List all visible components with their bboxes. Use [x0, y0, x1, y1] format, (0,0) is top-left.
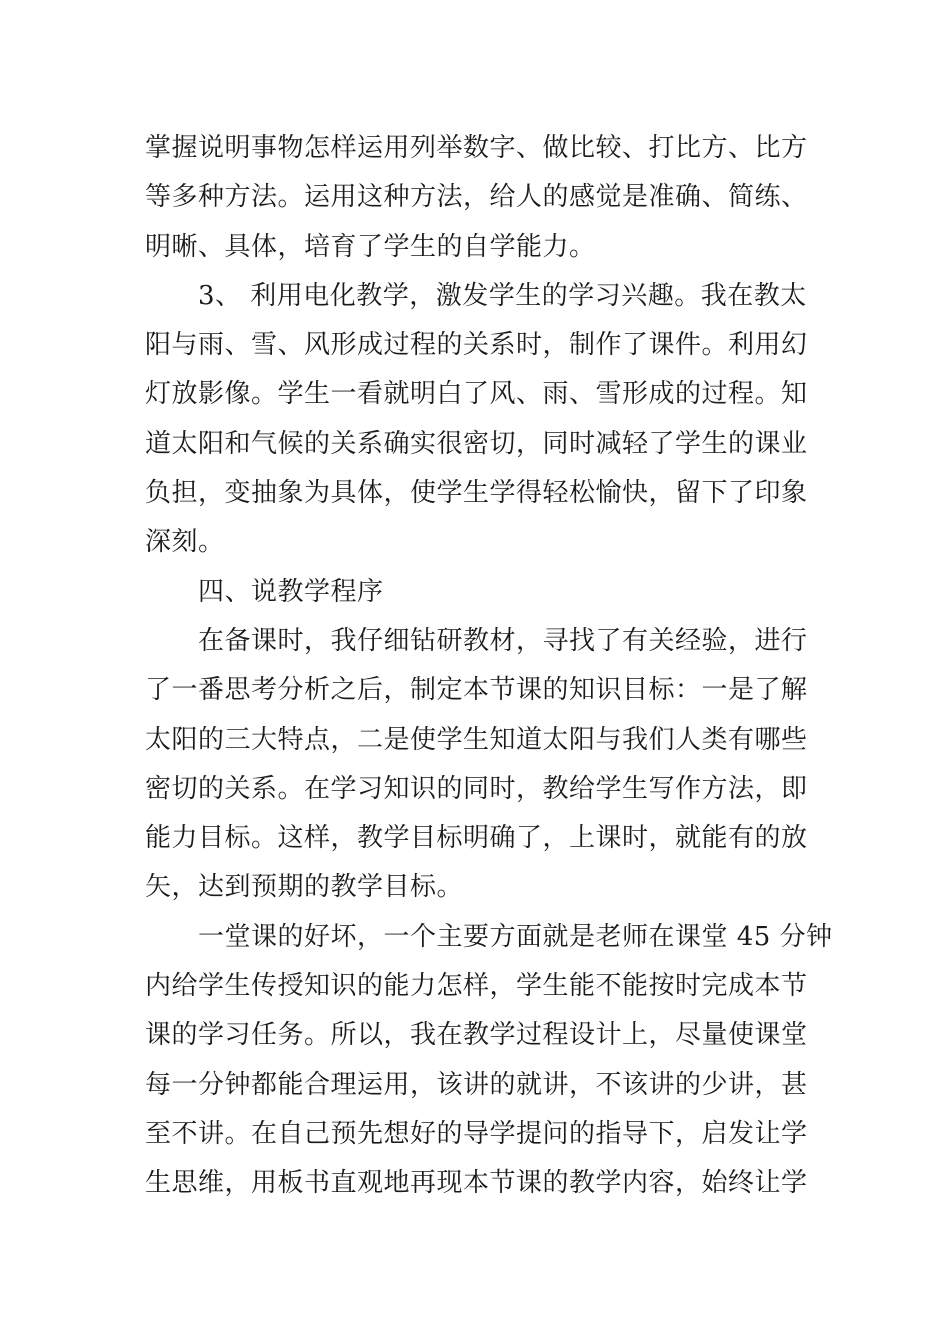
text-line: 生思维，用板书直观地再现本节课的教学内容，始终让学	[145, 1168, 808, 1199]
text-line: 至不讲。在自己预先想好的导学提问的指导下，启发让学	[145, 1118, 808, 1149]
text-line: 能力目标。这样，教学目标明确了，上课时，就能有的放	[145, 823, 808, 854]
text-line: 太阳的三大特点，二是使学生知道太阳与我们人类有哪些	[145, 724, 808, 755]
text-line: 每一分钟都能合理运用，该讲的就讲，不该讲的少讲，甚	[145, 1069, 808, 1100]
text-line: 掌握说明事物怎样运用列举数字、做比较、打比方、比方	[145, 133, 808, 163]
text-line: 阳与雨、雪、风形成过程的关系时，制作了课件。利用幻	[145, 330, 808, 361]
paragraph-3-heading-line: 3、 利用电化教学，激发学生的学习兴趣。我在教太	[198, 280, 807, 311]
text-line: 等多种方法。运用这种方法，给人的感觉是准确、简练、	[145, 182, 808, 213]
text-line: 内给学生传授知识的能力怎样，学生能不能按时完成本节	[145, 971, 808, 1002]
text-line: 负担，变抽象为具体，使学生学得轻松愉快，留下了印象	[145, 478, 808, 509]
body-text	[145, 124, 833, 1209]
text-line: 明晰、具体，培育了学生的自学能力。	[145, 231, 596, 262]
text-line: 深刻。	[145, 527, 225, 558]
section-heading: 四、说教学程序	[198, 576, 384, 607]
text-line: 了一番思考分析之后，制定本节课的知识目标：一是了解	[145, 675, 808, 706]
text-line: 灯放影像。学生一看就明白了风、雨、雪形成的过程。知	[145, 379, 808, 410]
text-line: 矢，达到预期的教学目标。	[145, 872, 464, 903]
text-line: 一堂课的好坏，一个主要方面就是老师在课堂 45 分钟	[198, 921, 833, 952]
text-line: 密切的关系。在学习知识的同时，教给学生写作方法，即	[145, 773, 808, 804]
text-line: 道太阳和气候的关系确实很密切，同时减轻了学生的课业	[145, 428, 808, 459]
text-line: 课的学习任务。所以，我在教学过程设计上，尽量使课堂	[145, 1020, 808, 1051]
text-line: 在备课时，我仔细钻研教材，寻找了有关经验，进行	[198, 625, 808, 656]
